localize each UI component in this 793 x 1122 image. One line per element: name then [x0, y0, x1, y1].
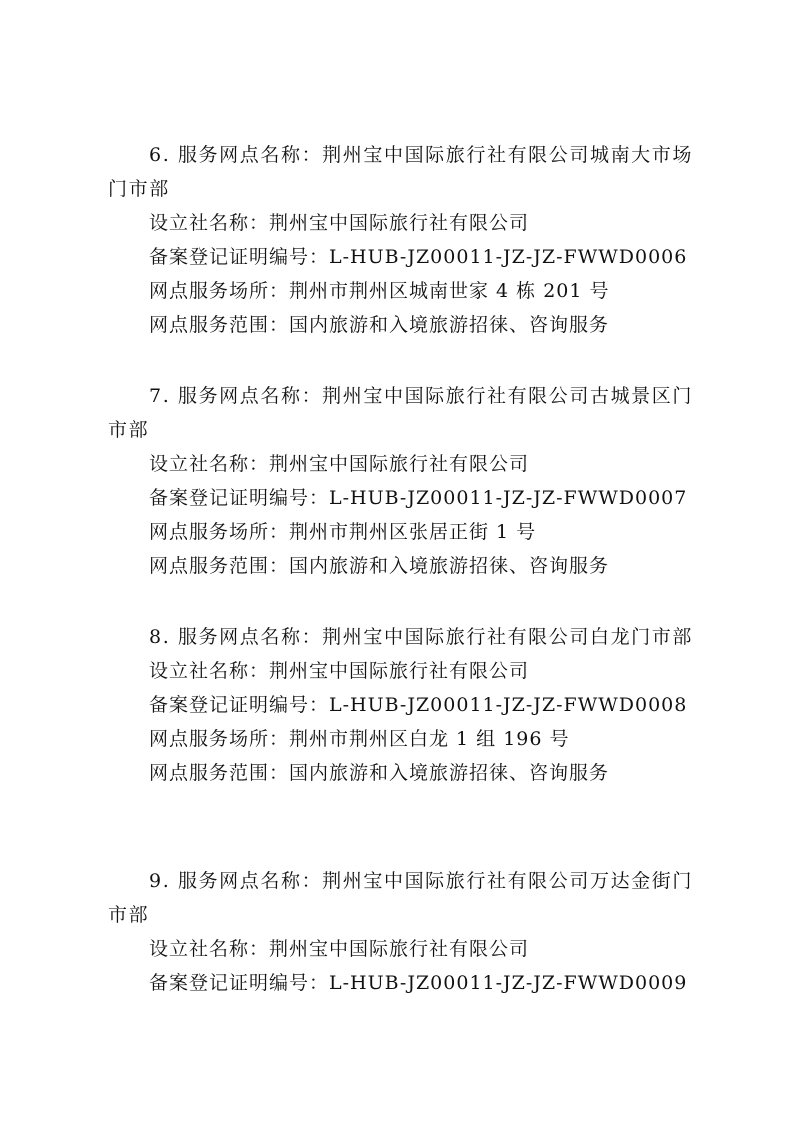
agency-name: 设立社名称：荆州宝中国际旅行社有限公司 [149, 212, 530, 234]
service-scope: 网点服务范围：国内旅游和入境旅游招徕、咨询服务 [149, 555, 610, 577]
outlet-title: 9. 服务网点名称：荆州宝中国际旅行社有限公司万达金街门市部 [108, 870, 693, 926]
service-outlet-entry-9 [108, 864, 698, 1000]
service-scope: 网点服务范围：国内旅游和入境旅游招徕、咨询服务 [149, 314, 610, 336]
record-number: 备案登记证明编号：L-HUB-JZ00011-JZ-JZ-FWWD0008 [149, 694, 688, 716]
outlet-title: 6. 服务网点名称：荆州宝中国际旅行社有限公司城南大市场门市部 [108, 144, 693, 200]
service-outlet-entry-8 [108, 620, 698, 790]
service-outlet-entry-6 [108, 138, 698, 342]
record-number: 备案登记证明编号：L-HUB-JZ00011-JZ-JZ-FWWD0006 [149, 246, 688, 268]
outlet-title: 7. 服务网点名称：荆州宝中国际旅行社有限公司古城景区门市部 [108, 385, 693, 441]
outlet-address: 网点服务场所：荆州市荆州区张居正街 1 号 [149, 521, 537, 543]
outlet-address: 网点服务场所：荆州市荆州区城南世家 4 栋 201 号 [149, 280, 610, 302]
outlet-title: 8. 服务网点名称：荆州宝中国际旅行社有限公司白龙门市部 [149, 626, 693, 648]
agency-name: 设立社名称：荆州宝中国际旅行社有限公司 [149, 938, 530, 960]
service-outlet-entry-7 [108, 379, 698, 583]
agency-name: 设立社名称：荆州宝中国际旅行社有限公司 [149, 453, 530, 475]
record-number: 备案登记证明编号：L-HUB-JZ00011-JZ-JZ-FWWD0009 [149, 972, 688, 994]
agency-name: 设立社名称：荆州宝中国际旅行社有限公司 [149, 660, 530, 682]
record-number: 备案登记证明编号：L-HUB-JZ00011-JZ-JZ-FWWD0007 [149, 487, 688, 509]
outlet-address: 网点服务场所：荆州市荆州区白龙 1 组 196 号 [149, 728, 570, 750]
service-scope: 网点服务范围：国内旅游和入境旅游招徕、咨询服务 [149, 762, 610, 784]
